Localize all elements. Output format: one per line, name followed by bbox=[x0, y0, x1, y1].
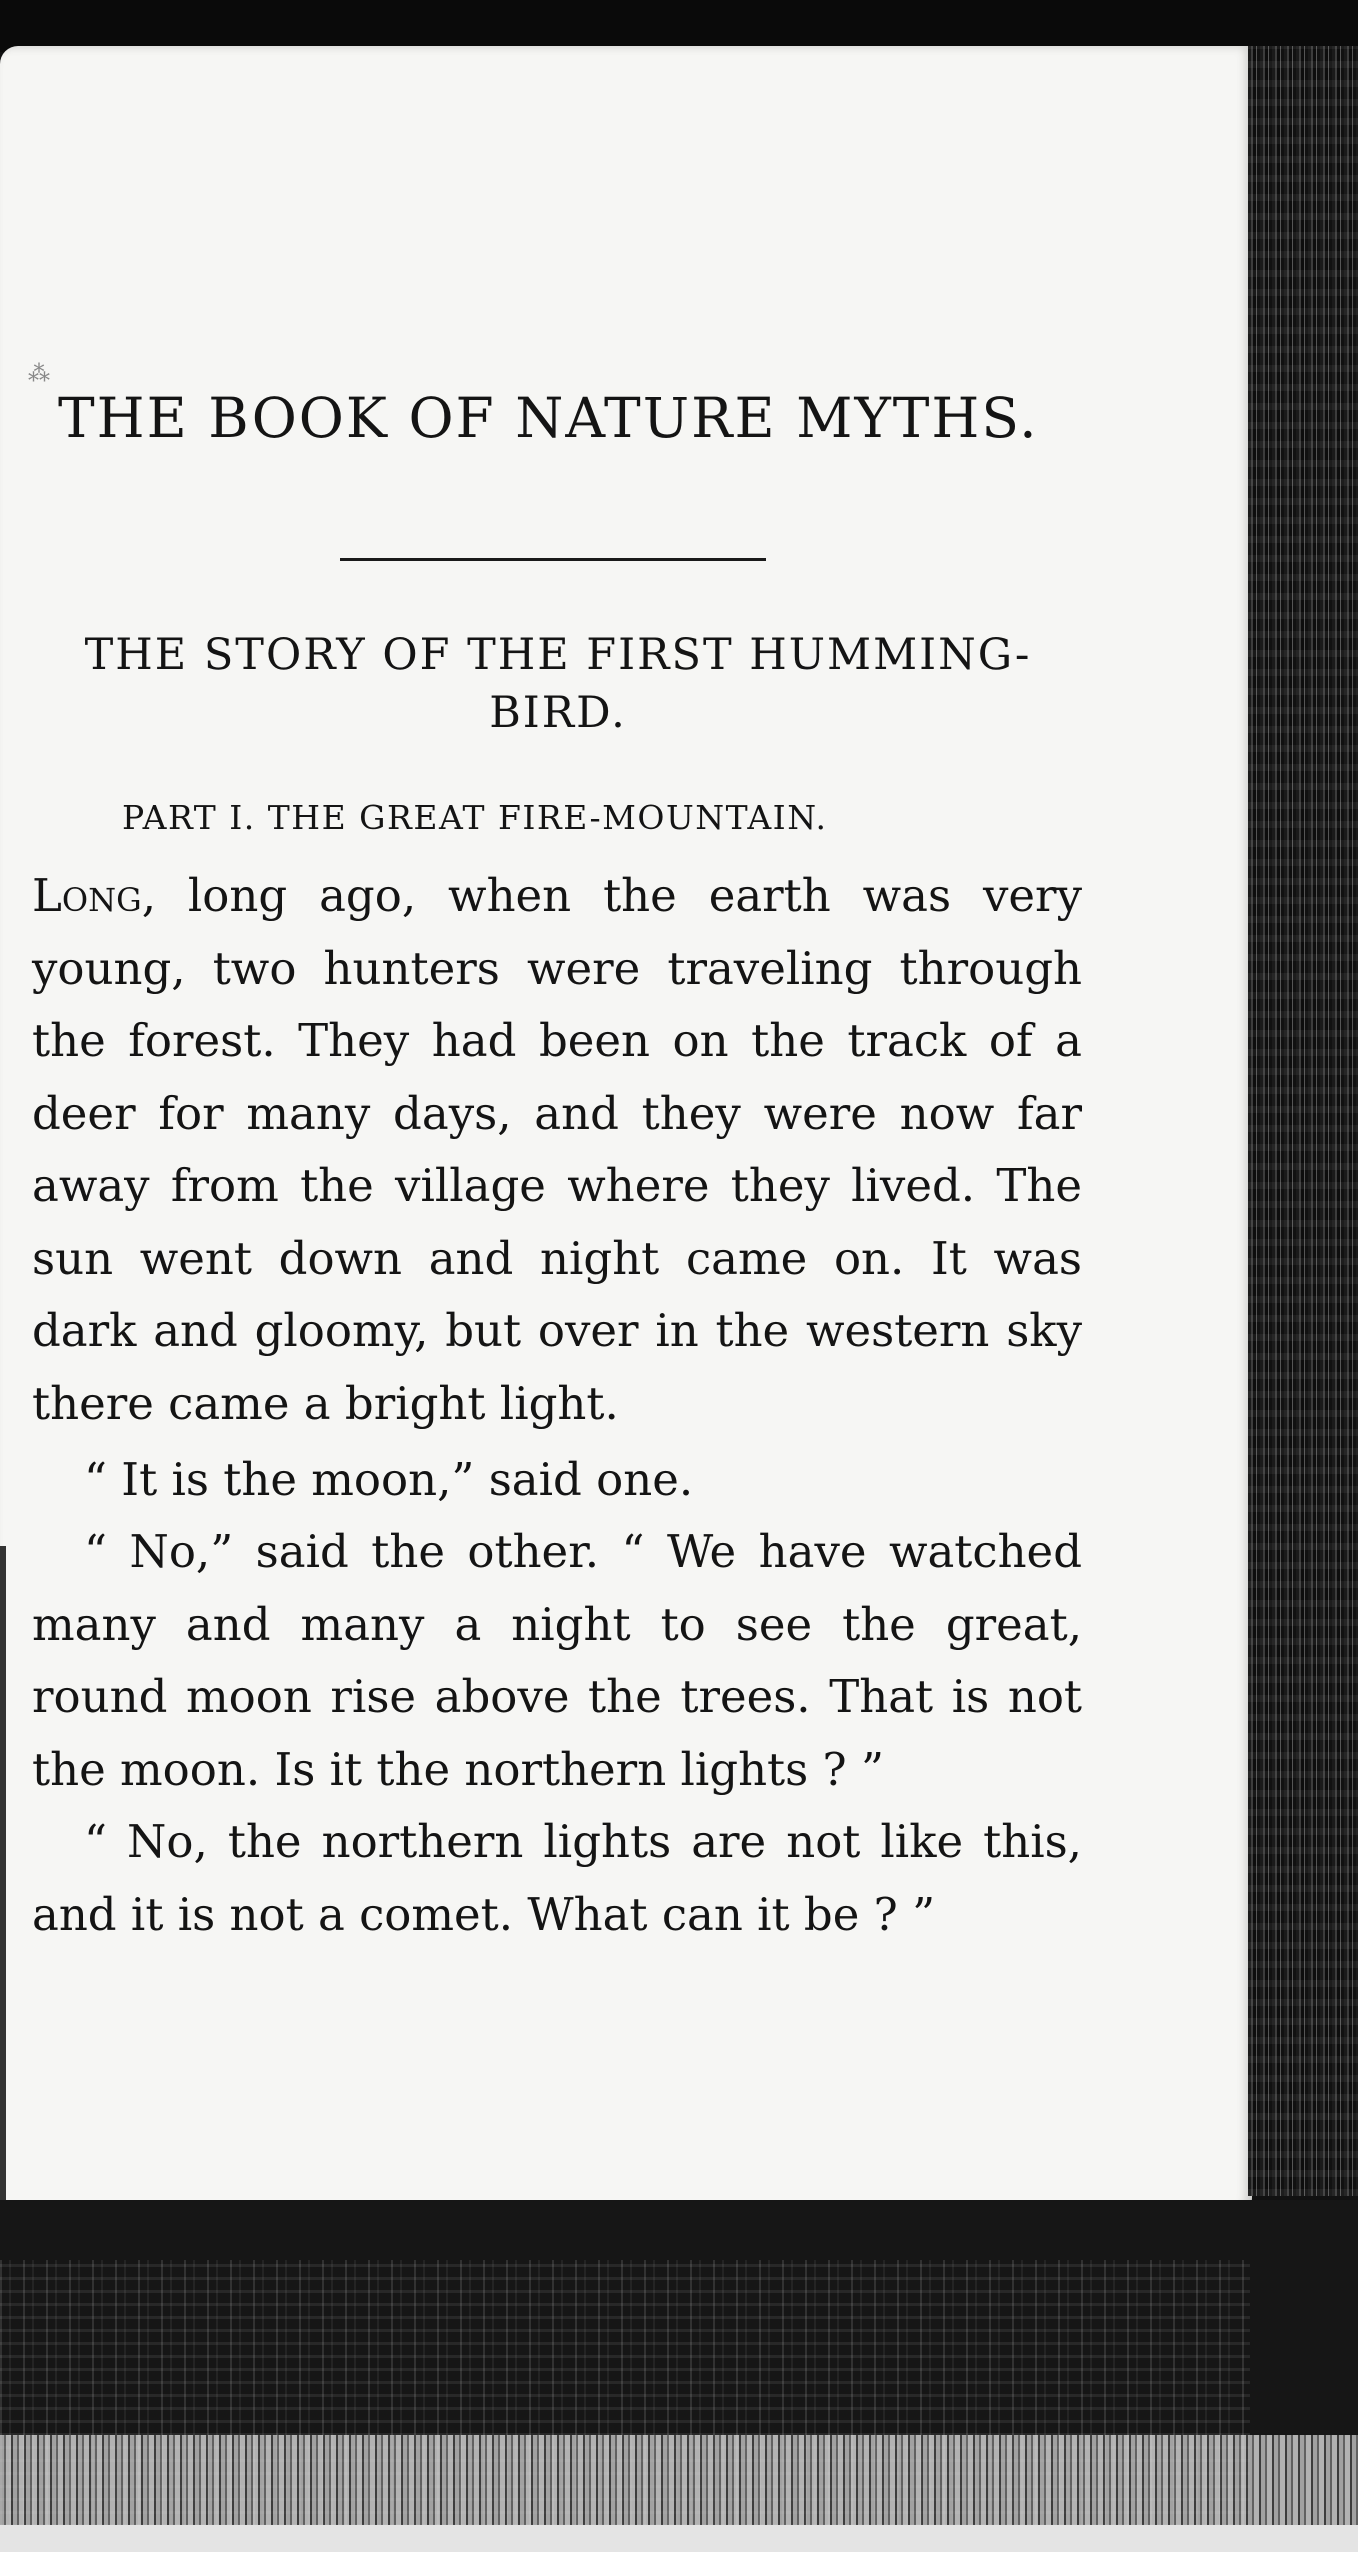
running-head: THE BOOK OF NATURE MYTHS. bbox=[58, 386, 1039, 450]
ink-smudge: ⁂ bbox=[28, 362, 50, 387]
title-rule bbox=[340, 558, 766, 561]
page-edges bbox=[1248, 46, 1358, 2196]
drop-word: Long bbox=[32, 869, 142, 922]
paragraph-3: “ No,” said the other. “ We have watched many and many a night to see the great, round moon rise above the trees. That is not the moon. Is it the northern lights ? ” bbox=[32, 1525, 1082, 1796]
paragraph-2: “ It is the moon,” said one. bbox=[84, 1453, 694, 1506]
paragraph-1-text: , long ago, when the earth was very young, two hunters were traveling through the forest. They had been on the track of a deer for many days, and they were now far away from the village where they lived. The sun went down and night came on. It was dark and gloomy, but over in the western sky there came a bright light. bbox=[32, 869, 1082, 1430]
scan-light-strip bbox=[0, 2435, 1358, 2525]
book-page bbox=[0, 46, 1252, 2214]
scan-top-border bbox=[0, 0, 1358, 52]
scan-bottom-background bbox=[0, 2200, 1358, 2552]
part-heading: PART I. THE GREAT FIRE-MOUNTAIN. bbox=[122, 798, 828, 837]
paragraph-4: “ No, the northern lights are not like this, and it is not a comet. What can it be ? ” bbox=[32, 1815, 1082, 1941]
story-title: THE STORY OF THE FIRST HUMMING-BIRD. bbox=[84, 630, 1032, 738]
page-left-shadow bbox=[0, 1546, 6, 2214]
scan-floor bbox=[0, 2525, 1358, 2552]
paragraph-1 bbox=[32, 860, 1082, 1440]
